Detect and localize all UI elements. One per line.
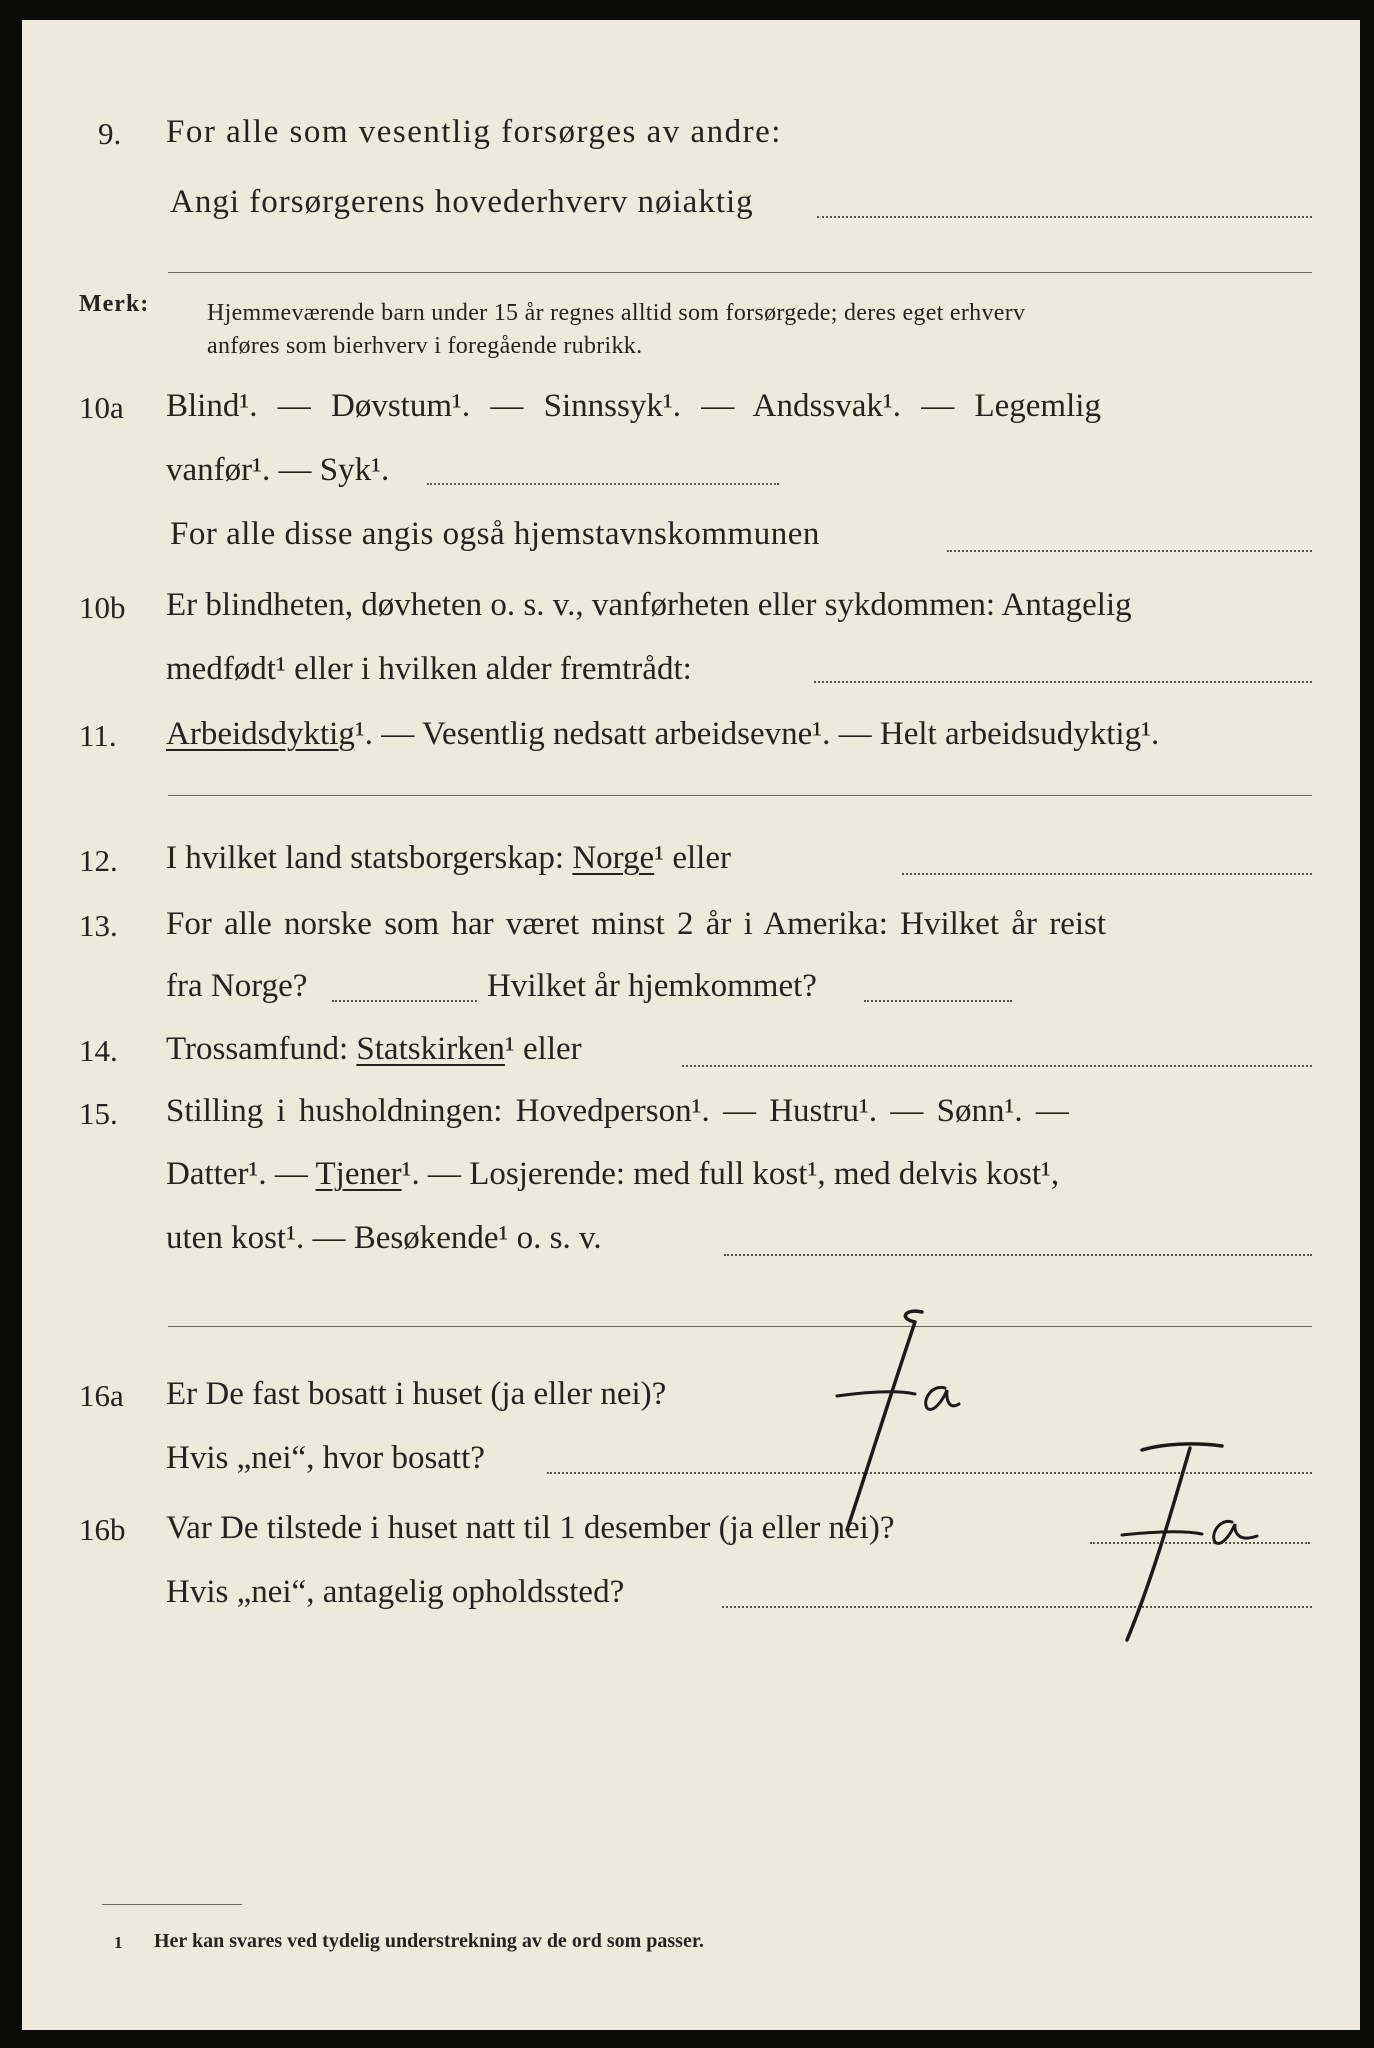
q14-text [166,1031,582,1068]
footnote-mark: 1 [114,1933,123,1952]
q15-line3: uten kost¹. — Besøkende¹ o. s. v. [166,1220,602,1256]
q15-line2b: ¹. — Losjerende: med full kost¹, med delvis kost¹, [401,1156,1060,1192]
q13-line1: For alle norske som har været minst 2 år i Amerika: Hvilket år reist [166,906,1107,942]
q11-text [166,716,1159,753]
q15-line2 [166,1156,1059,1193]
q12-post: ¹ eller [654,840,731,876]
merk-label: Merk: [79,291,150,317]
q13-line2b: Hvilket år hjemkommet? [487,968,817,1004]
q13-line2a: fra Norge? [166,968,308,1004]
q9-answer-line [817,216,1312,218]
q10a-line2: vanfør¹. — Syk¹. [166,452,390,488]
q11-underlined-option: Arbeidsdyktig [166,716,355,752]
q16b-handwritten-answer [1082,1430,1282,1650]
q10a-number: 10a [79,390,124,425]
q16a-handwritten-answer [797,1300,977,1540]
q14-question: Trossamfund: [166,1031,349,1067]
merk-line1: Hjemmeværende barn under 15 år regnes alltid som forsørgede; deres eget erhverv [207,300,1026,326]
q14-post: ¹ eller [504,1031,582,1067]
q9-line2: Angi forsørgerens hovederhverv nøiaktig [170,184,754,220]
q10a-line3: For alle disse angis også hjemstavnskommunen [170,516,820,552]
q12-text [166,840,731,877]
q16b-line2: Hvis „nei“, antagelig opholdssted? [166,1574,625,1610]
q15-underlined-option: Tjener [315,1156,402,1192]
q11-number: 11. [79,718,117,753]
q10a-syk-line [427,483,779,485]
q10b-line1: Er blindheten, døvheten o. s. v., vanførheten eller sykdommen: Antagelig [166,587,1132,623]
q15-number: 15. [79,1096,118,1131]
q10a-hjemstavn-line [947,550,1312,552]
q10b-line2: medfødt¹ eller i hvilken alder fremtrådt: [166,651,692,687]
q13-hjemkommet-line [864,1000,1012,1002]
q12-answer-line [902,873,1312,875]
q15-divider [168,1326,1312,1327]
q16a-number: 16a [79,1378,124,1413]
q16a-line1: Er De fast bosatt i huset (ja eller nei)? [166,1376,667,1412]
q12-underlined-option: Norge [572,840,655,876]
q9-number: 9. [98,116,122,151]
census-form-page [22,20,1360,2030]
q10b-answer-line [814,681,1312,683]
q15-line1: Stilling i husholdningen: Hovedperson¹. — Hustru¹. — Sønn¹. — [166,1093,1069,1129]
q14-underlined-option: Statskirken [356,1031,505,1067]
q11-divider [168,795,1312,796]
q16b-number: 16b [79,1512,126,1547]
merk-line2: anføres som bierhverv i foregående rubrikk. [207,333,643,359]
q14-answer-line [682,1065,1312,1067]
q16b-line1: Var De tilstede i huset natt til 1 desember (ja eller nei)? [166,1510,895,1546]
q16a-line2: Hvis „nei“, hvor bosatt? [166,1440,485,1476]
q14-number: 14. [79,1033,118,1068]
q10a-line1: Blind¹. — Døvstum¹. — Sinnssyk¹. — Andssvak¹. — Legemlig [166,388,1101,424]
q12-question: I hvilket land statsborgerskap: [166,840,565,876]
q10b-number: 10b [79,590,126,625]
q9-line1: For alle som vesentlig forsørges av andre: [166,114,782,150]
footnote-text: Her kan svares ved tydelig understrekning av de ord som passer. [154,1930,704,1952]
q11-rest: ¹. — Vesentlig nedsatt arbeidsevne¹. — Helt arbeidsudyktig¹. [354,716,1160,752]
q9-divider [168,272,1312,273]
footnote-rule [102,1904,242,1905]
q12-number: 12. [79,843,118,878]
q13-reist-line [332,1000,477,1002]
q15-line2a: Datter¹. — [166,1156,308,1192]
q13-number: 13. [79,908,118,943]
q15-answer-line [724,1254,1312,1256]
